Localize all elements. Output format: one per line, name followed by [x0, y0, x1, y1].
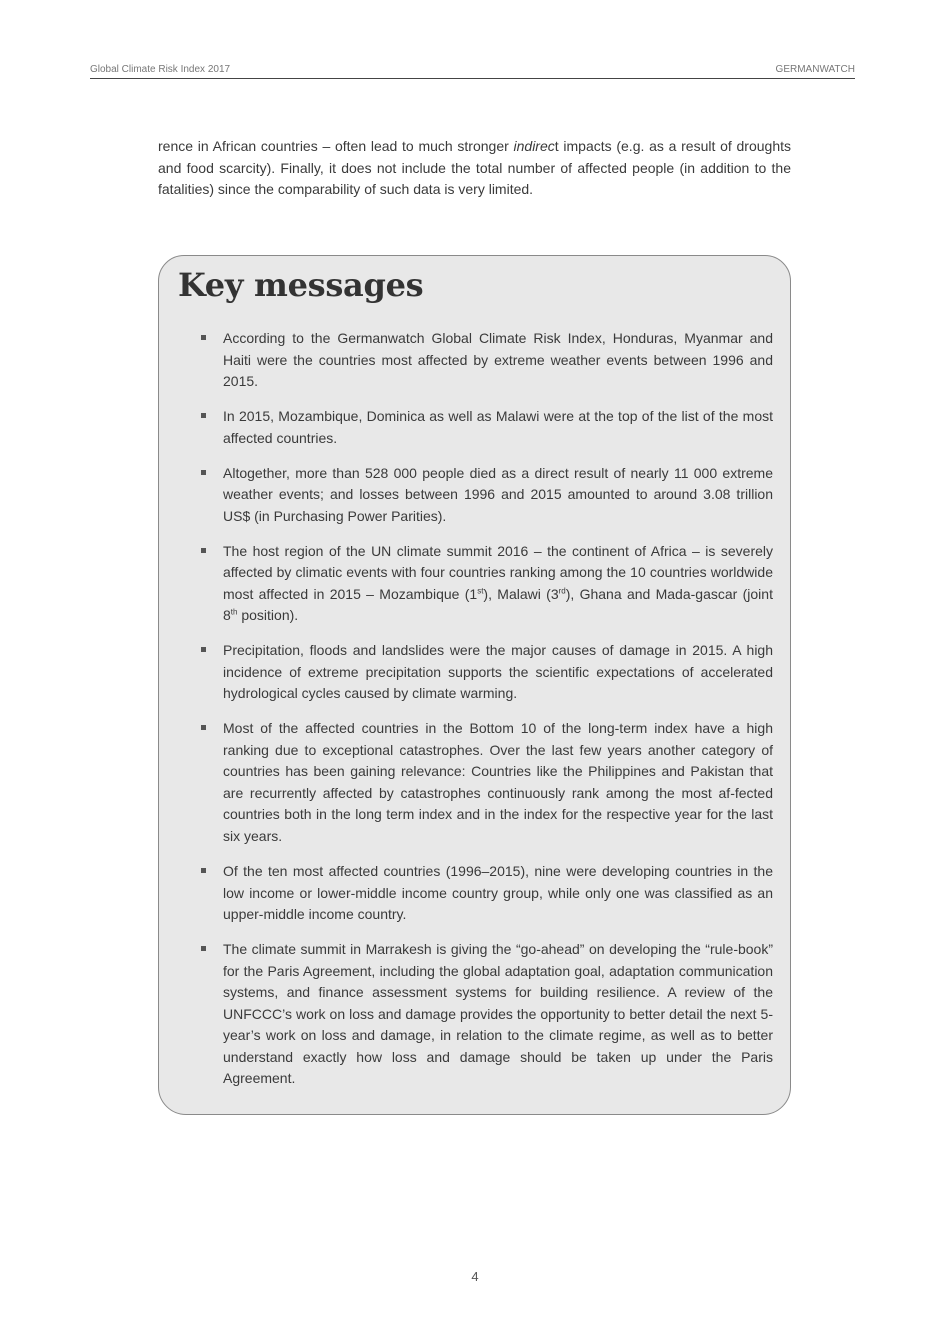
- list-item-text: The climate summit in Marrakesh is giving the “go-ahead” on developing the “rule-book” for the Paris Agreement, including the global adaptation goal, adaptation communication systems, and finance assessment systems for building resilience. A review of the UNFCCC’s work on loss and damage provides the opportunity to better detail the next 5-year’s work on loss and damage, in relation to the climate regime, as well as to better understand exactly how loss and damage should be taken up under the Paris Agreement.: [223, 941, 773, 1087]
- list-item: [201, 718, 773, 847]
- intro-text-start: rence in African countries – often lead to much stronger: [158, 138, 514, 154]
- key-messages-title: Key messages: [178, 266, 424, 304]
- bullet-square-icon: [201, 647, 206, 652]
- intro-paragraph: [158, 136, 791, 201]
- bullet-square-icon: [201, 335, 206, 340]
- header-document-title: Global Climate Risk Index 2017: [90, 64, 231, 75]
- africa-text-3: ), Ghana and Mada-gascar (joint 8: [223, 585, 773, 624]
- list-item: [201, 939, 773, 1090]
- list-item-text: Altogether, more than 528 000 people died as a direct result of nearly 11 000 extreme weather events; and losses between 1996 and 2015 amounted to around 3.08 trillion US$ (in Purchasing Power Parities).: [223, 464, 773, 524]
- list-item-text: Most of the affected countries in the Bottom 10 of the long-term index have a high ranking due to exceptional catastrophes. Over the last few years another category of countries has been gaining relevance: Countries like the Philippines and Pakistan that are recurrently affected by catastrophes continuously rank among the most af-fected countries both in the long term index and in the index for the respective year for the last six years.: [223, 720, 773, 844]
- list-item: [201, 640, 773, 705]
- list-item-text-africa: [223, 541, 773, 627]
- list-item: [201, 406, 773, 449]
- list-item-text: Precipitation, floods and landslides were the major causes of damage in 2015. A high incidence of extreme precipitation supports the scientific expectations of accelerated hydrological cycles caused by climate warming.: [223, 642, 773, 702]
- list-item-text: In 2015, Mozambique, Dominica as well as Malawi were at the top of the list of the most affected countries.: [223, 408, 773, 446]
- bullet-square-icon: [201, 868, 206, 873]
- bullet-square-icon: [201, 946, 206, 951]
- key-messages-list: [201, 328, 773, 1103]
- africa-text-1: The host region of the UN climate summit 2016 – the continent of Africa – is severely affected by climatic events with four countries ranking among the 10 countries worldwide most affected in 2015 – Mozambique (1: [223, 542, 773, 602]
- bullet-square-icon: [201, 470, 206, 475]
- key-messages-box: [158, 255, 791, 1115]
- africa-text-4: position).: [237, 607, 299, 624]
- intro-text-end: t impacts (e.g. as a result of droughts and food scarcity). Finally, it does not include the total number of affected people (in addition to the fatalities) since the comparability of such data is very limited.: [158, 138, 791, 197]
- bullet-square-icon: [201, 413, 206, 418]
- africa-sup-1: st: [477, 586, 484, 596]
- list-item: [201, 861, 773, 926]
- africa-sup-2: rd: [558, 586, 566, 596]
- bullet-square-icon: [201, 725, 206, 730]
- africa-sup-3: th: [230, 607, 238, 617]
- header-organization: GERMANWATCH: [775, 64, 855, 75]
- bullet-square-icon: [201, 548, 206, 553]
- list-item-text: According to the Germanwatch Global Climate Risk Index, Honduras, Myanmar and Haiti were the countries most affected by extreme weather events between 1996 and 2015.: [223, 330, 773, 389]
- list-item: [201, 328, 773, 393]
- page-number: 4: [471, 1269, 479, 1284]
- list-item: [201, 541, 773, 627]
- list-item-text: Of the ten most affected countries (1996–2015), nine were developing countries in the low income or lower-middle income country group, while only one was classified as an upper-middle income country.: [223, 863, 773, 923]
- page-header: [90, 62, 855, 79]
- intro-italic-word: indirec: [513, 138, 555, 154]
- africa-text-2: ), Malawi (3: [483, 585, 559, 602]
- list-item: [201, 463, 773, 528]
